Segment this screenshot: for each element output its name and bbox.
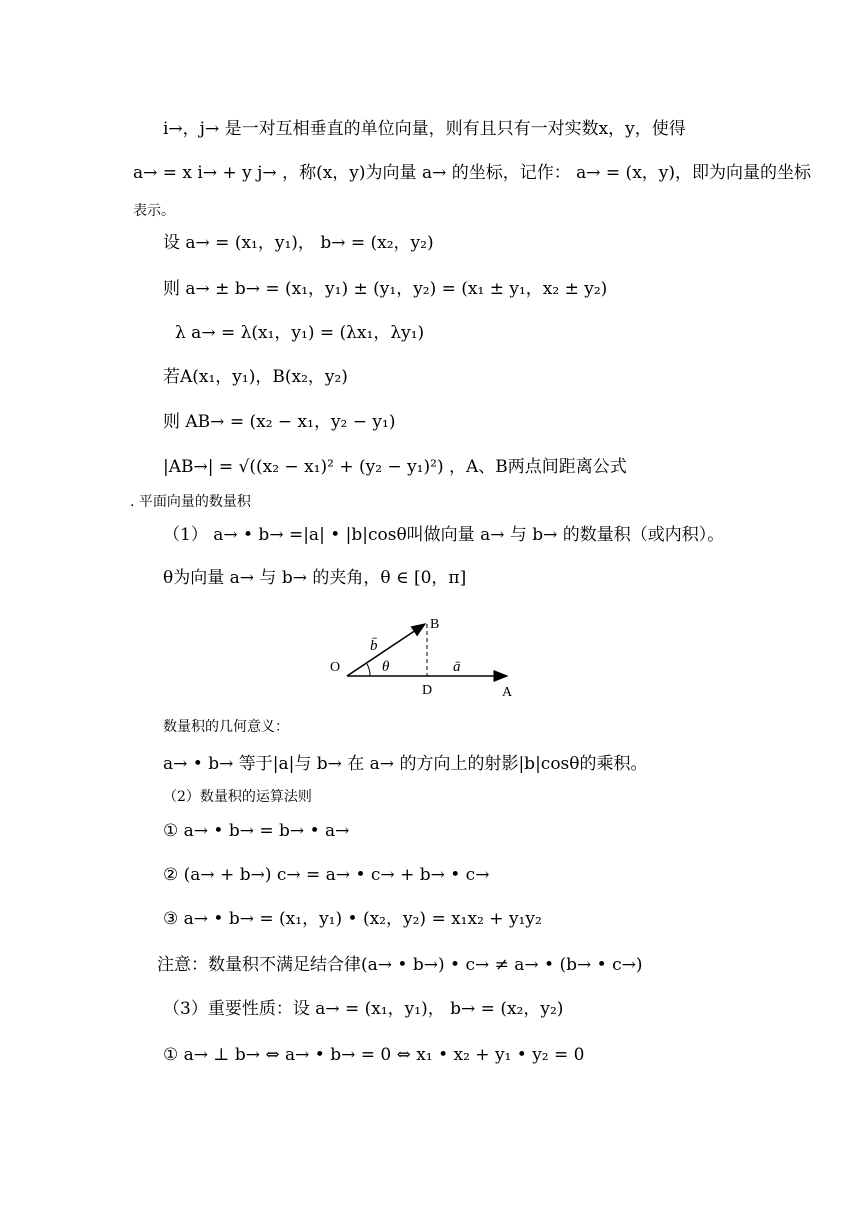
label-vector-b: b̄: [370, 638, 378, 654]
projection-diagram: [320, 608, 540, 703]
text-line-13: 数量积的几何意义：: [163, 719, 289, 735]
label-B: B: [430, 617, 440, 632]
label-O: O: [330, 660, 341, 675]
text-line-12: θ为向量 a→ 与 b→ 的夹角，θ ∈ [0，π]: [163, 568, 467, 588]
text-line-16: ① a→ • b→ = b→ • a→: [163, 821, 350, 841]
text-line-11: （1） a→ • b→ =|a| • |b|cosθ叫做向量 a→ 与 b→ 的数量积（或内积）。: [163, 525, 725, 545]
text-line-9: |AB→| = √((x₂ − x₁)² + (y₂ − y₁)²) ，A、B两点间距离公式: [163, 457, 627, 477]
text-line-15: （2）数量积的运算法则: [163, 789, 312, 805]
angle-arc: [367, 664, 370, 676]
text-line-18: ③ a→ • b→ = (x₁，y₁) • (x₂，y₂) = x₁x₂ + y₁y₂: [163, 909, 542, 929]
text-line-7: 若A(x₁，y₁)，B(x₂，y₂): [163, 367, 348, 387]
text-line-19: 注意：数量积不满足结合律(a→ • b→) • c→ ≠ a→ • (b→ • c→): [157, 955, 643, 975]
text-line-8: 则 AB→ = (x₂ − x₁，y₂ − y₁): [163, 412, 396, 432]
label-vector-a: ā: [453, 659, 461, 675]
text-line-6: λ a→ = λ(x₁，y₁) = (λx₁，λy₁): [175, 323, 425, 343]
text-line-1: i→，j→ 是一对互相垂直的单位向量，则有且只有一对实数x，y，使得: [163, 119, 686, 139]
text-line-4: 设 a→ = (x₁，y₁)， b→ = (x₂，y₂): [163, 233, 434, 253]
text-line-21: ① a→ ⊥ b→ ⇔ a→ • b→ = 0 ⇔ x₁ • x₂ + y₁ • y₂ = 0: [163, 1045, 585, 1065]
label-D: D: [422, 683, 433, 698]
text-line-2: a→ = x i→ + y j→ ，称(x，y)为向量 a→ 的坐标，记作： a→ = (x，y)，即为向量的坐标: [133, 163, 812, 183]
text-line-3: 表示。: [133, 203, 175, 219]
label-theta: θ: [382, 659, 390, 675]
section-heading-dot-product: . 平面向量的数量积: [130, 494, 251, 510]
text-line-17: ② (a→ + b→) c→ = a→ • c→ + b→ • c→: [163, 865, 490, 885]
text-line-5: 则 a→ ± b→ = (x₁，y₁) ± (y₁，y₂) = (x₁ ± y₁，x₂ ± y₂): [163, 279, 608, 299]
label-A: A: [502, 685, 513, 700]
text-line-20: （3）重要性质：设 a→ = (x₁，y₁)， b→ = (x₂，y₂): [163, 999, 564, 1019]
text-line-14: a→ • b→ 等于|a|与 b→ 在 a→ 的方向上的射影|b|cosθ的乘积。: [163, 754, 648, 774]
